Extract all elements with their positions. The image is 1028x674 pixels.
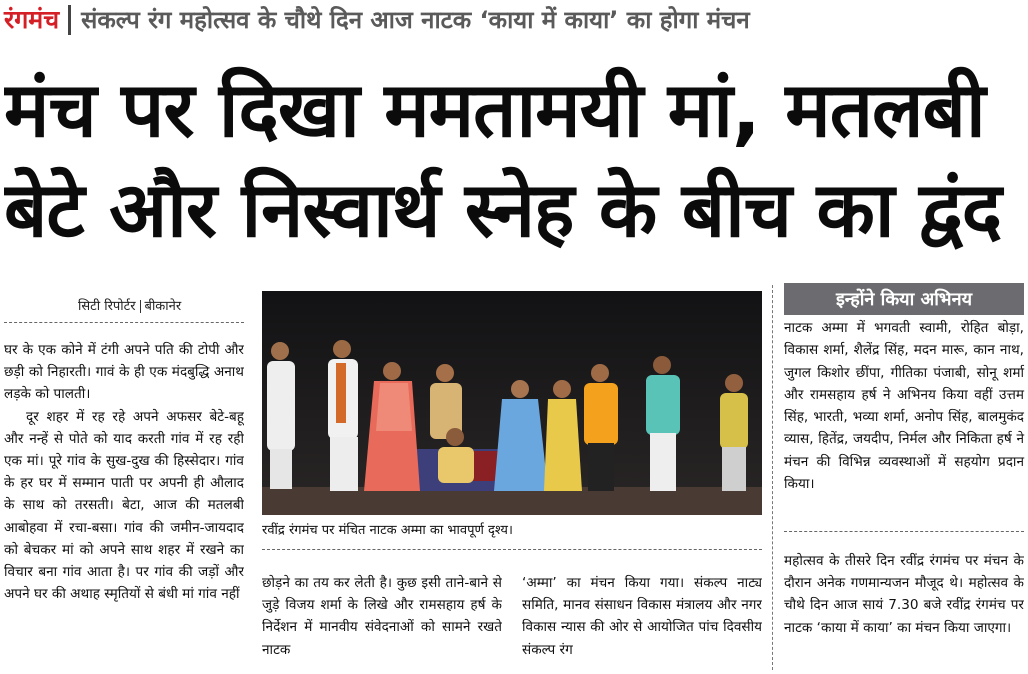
byline-rule bbox=[4, 322, 244, 323]
headline bbox=[4, 60, 1026, 260]
byline bbox=[78, 296, 181, 314]
cast-box-rule bbox=[784, 531, 1024, 532]
paragraph: महोत्सव के तीसरे दिन रवींद्र रंगमंच पर मंचन के दौरान अनेक गणमान्यजन मौजूद थे। महोत्सव के चौथे दिन आज सायं 7.30 बजे रवींद्र रंगमंच पर नाटक ‘काया में काया’ का मंचन किया जाएगा। bbox=[784, 553, 1024, 636]
subheadline: संकल्प रंग महोत्सव के चौथे दिन आज नाटक ‘काया में काया’ का होगा मंचन bbox=[81, 6, 750, 34]
article-column-2 bbox=[262, 572, 502, 668]
paragraph: दूर शहर में रह रहे अपने अफसर बेटे-बहू और नन्हें से पोते को याद करती गांव में रह रही एक मां। पूरे गांव के सुख-दुख की हिस्सेदार। गांव के हर घर में सम्मान पाती पर अपनी ही औलाद के साथ को तरसती। बेटा, आज की मतलबी आबोहवा में रचा-बसा। गांव की जमीन-जायदाद को बेचकर मां को अपने साथ शहर में रखने का विचार बना गांव आता है। पर गांव की जड़ों और अपने घर की अथाह स्मृतियों से बंधी मां गांव नहीं bbox=[4, 408, 244, 603]
cast-box-text: नाटक अम्मा में भगवती स्वामी, रोहित बोड़ा, विकास शर्मा, शैलेंद्र सिंह, मदन मारू, कान नाथ, जुगल किशोर छींपा, गीतिका पंजाबी, सोनू शर्मा और रामसहाय हर्ष ने अभिनय किया वहीं उत्तम सिंह, भारती, भव्या शर्मा, अनोप सिंह, बालमुकंद व्यास, हितेंद्र, जयदीप, निर्मल और निकिता हर्ष ने मंचन की विभिन्न व्यवस्थाओं में सहयोग प्रदान किया। bbox=[784, 320, 1024, 493]
article-column-3 bbox=[522, 572, 762, 668]
byline-reporter: सिटी रिपोर्टर bbox=[78, 299, 136, 314]
photo-caption: रवींद्र रंगमंच पर मंचित नाटक अम्मा का भावपूर्ण दृश्य। bbox=[262, 523, 513, 538]
headline-line-2: बेटे और निस्वार्थ स्नेह के बीच का द्वंद bbox=[4, 165, 1002, 254]
paragraph: घर के एक कोने में टंगी अपने पति की टोपी और छड़ी को निहारती। गावं के ही एक मंदबुद्धि अनाथ लड़के को पालती। bbox=[4, 342, 244, 403]
paragraph: छोड़ने का तय कर लेती है। कुछ इसी ताने-बाने से जुड़े विजय शर्मा के लिखे और रामसहाय हर्ष के निर्देशन में मानवीय संवेदनाओं को सामने रखते नाटक bbox=[262, 575, 502, 658]
headline-line-1: मंच पर दिखा ममतामयी मां, मतलबी bbox=[4, 65, 985, 154]
article-column-4 bbox=[784, 550, 1024, 668]
paragraph: ‘अम्मा’ का मंचन किया गया। संकल्प नाट्य समिति, मानव संसाधन विकास मंत्रालय और नगर विकास न्यास की ओर से आयोजित पांच दिवसीय संकल्प रंग bbox=[522, 575, 762, 658]
stage-scene-image bbox=[262, 291, 762, 515]
stage-photo bbox=[262, 291, 762, 515]
byline-place: बीकानेर bbox=[144, 299, 182, 314]
cast-box-title: इन्होंने किया अभिनय bbox=[784, 283, 1024, 315]
caption-rule bbox=[262, 549, 762, 550]
byline-separator bbox=[140, 300, 141, 313]
column-separator bbox=[772, 285, 773, 670]
section-label: रंगमंच bbox=[4, 5, 71, 35]
article-column-1 bbox=[4, 339, 244, 669]
kicker bbox=[4, 2, 750, 38]
